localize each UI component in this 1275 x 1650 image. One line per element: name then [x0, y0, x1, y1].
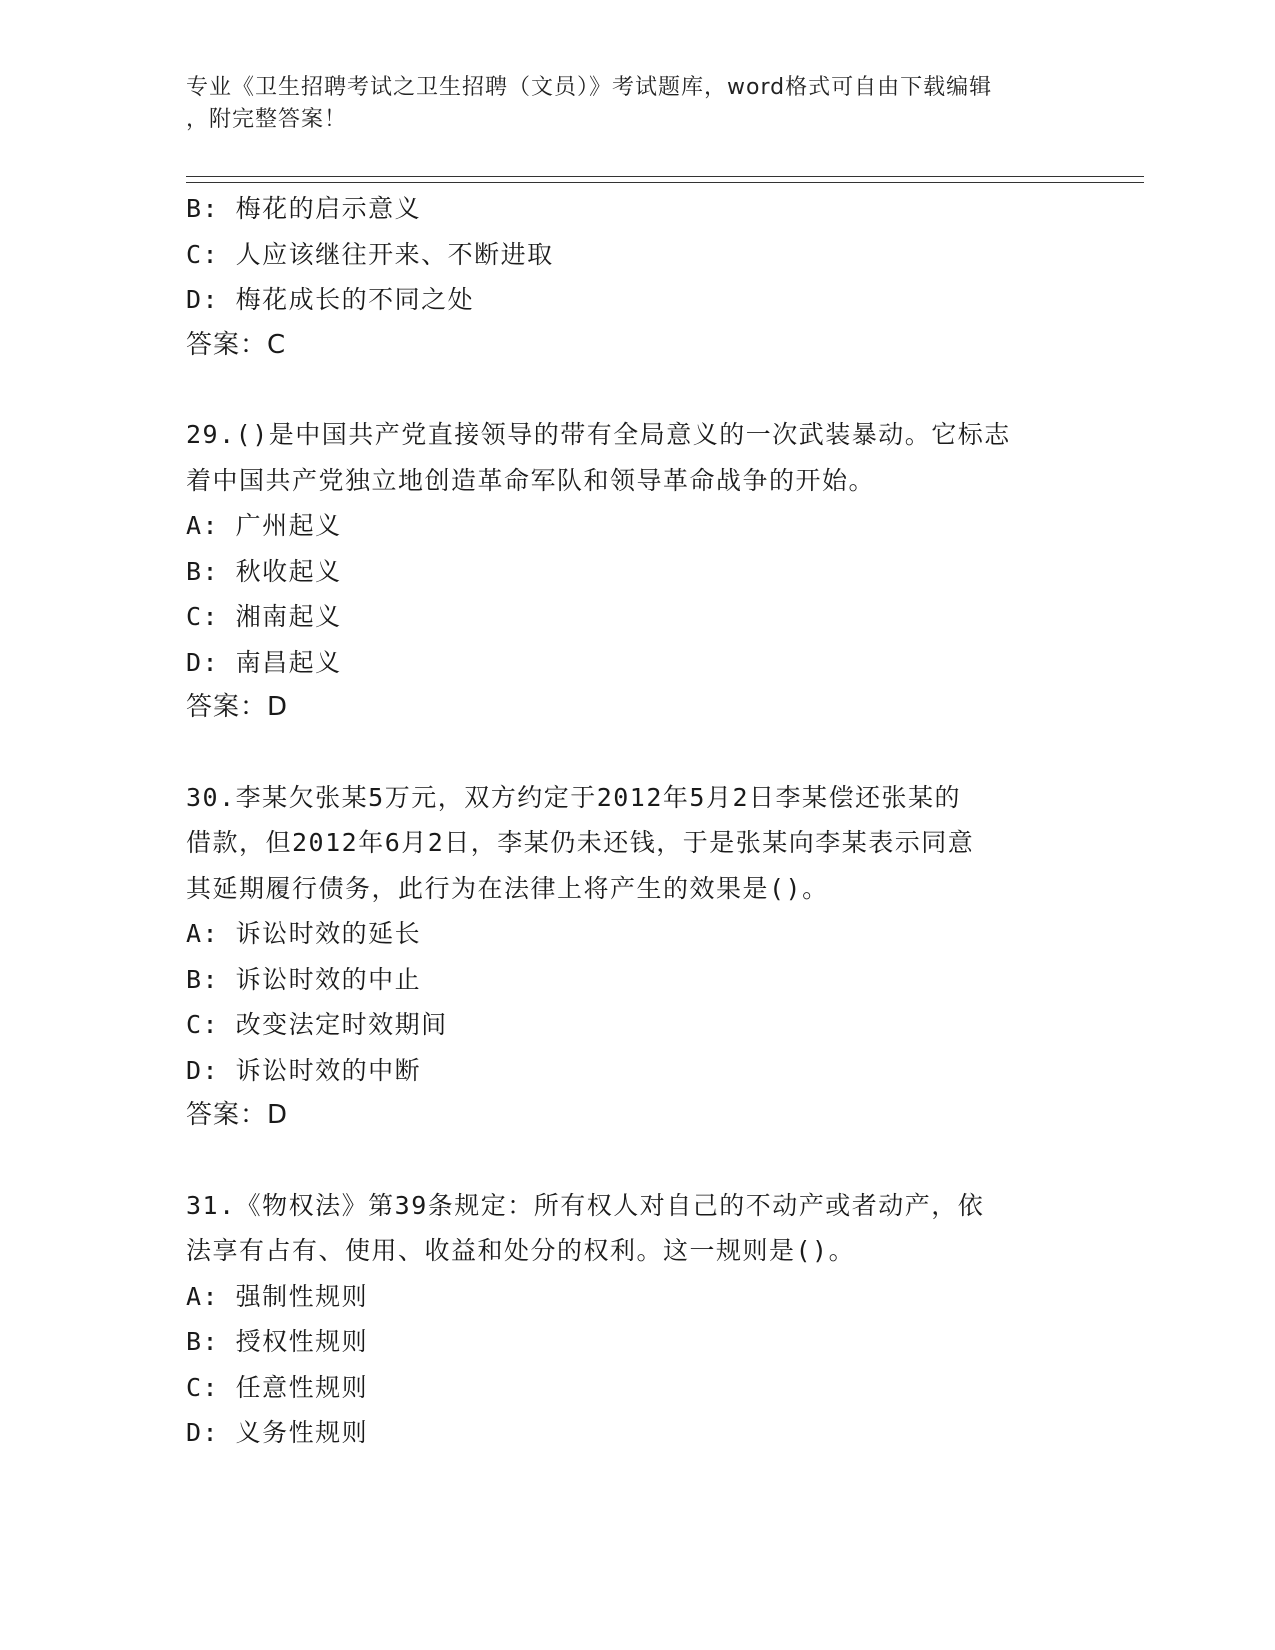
option-c: C: 湘南起义: [186, 602, 342, 631]
spacer: [186, 1139, 1086, 1183]
option-a: A: 强制性规则: [186, 1281, 369, 1311]
answer-line: 答案：D: [186, 1100, 289, 1130]
question-text-line: 借款，但2012年6月2日，李某仍未还钱，于是张某向李某表示同意: [186, 828, 975, 857]
question-text-line: 31.《物权法》第39条规定：所有权人对自己的不动产或者动产，依: [186, 1190, 985, 1220]
option-b: B: 秋收起义: [186, 556, 342, 586]
option-c: C: 改变法定时效期间: [186, 1010, 448, 1039]
question-text-line: 法享有占有、使用、收益和处分的权利。这一规则是()。: [186, 1236, 856, 1265]
header-divider-bottom: [186, 182, 1144, 183]
option-d: D: 义务性规则: [186, 1418, 369, 1447]
question-text-line: 着中国共产党独立地创造革命军队和领导革命战争的开始。: [186, 465, 876, 495]
question-text-line: 29.()是中国共产党直接领导的带有全局意义的一次武装暴动。它标志: [186, 420, 1011, 449]
option-a: A: 广州起义: [186, 511, 342, 540]
header-line-2: ，附完整答案！: [186, 107, 348, 132]
option-b: B: 梅花的启示意义: [186, 194, 422, 223]
spacer: [186, 368, 1086, 412]
option-c: C: 人应该继往开来、不断进取: [186, 239, 554, 269]
option-c: C: 任意性规则: [186, 1372, 369, 1402]
question-29: [186, 412, 1086, 731]
option-d: D: 诉讼时效的中断: [186, 1055, 422, 1085]
option-d: D: 南昌起义: [186, 647, 342, 677]
question-30: [186, 775, 1086, 1139]
header-line-1: 专业《卫生招聘考试之卫生招聘（文员）》考试题库，word格式可自由下载编辑: [186, 75, 993, 100]
option-d: D: 梅花成长的不同之处: [186, 285, 475, 314]
option-a: A: 诉讼时效的延长: [186, 919, 422, 948]
question-28-partial: [186, 186, 1086, 368]
question-list: [186, 186, 1086, 1456]
question-31: [186, 1183, 1086, 1456]
document-header: [186, 72, 1066, 136]
answer-line: 答案：C: [186, 329, 287, 360]
question-text-line: 其延期履行债务，此行为在法律上将产生的效果是()。: [186, 873, 829, 903]
answer-line: 答案：D: [186, 692, 289, 722]
option-b: B: 授权性规则: [186, 1327, 369, 1356]
header-divider-top: [186, 176, 1144, 177]
question-text-line: 30.李某欠张某5万元，双方约定于2012年5月2日李某偿还张某的: [186, 782, 962, 812]
option-b: B: 诉讼时效的中止: [186, 964, 422, 994]
spacer: [186, 731, 1086, 775]
